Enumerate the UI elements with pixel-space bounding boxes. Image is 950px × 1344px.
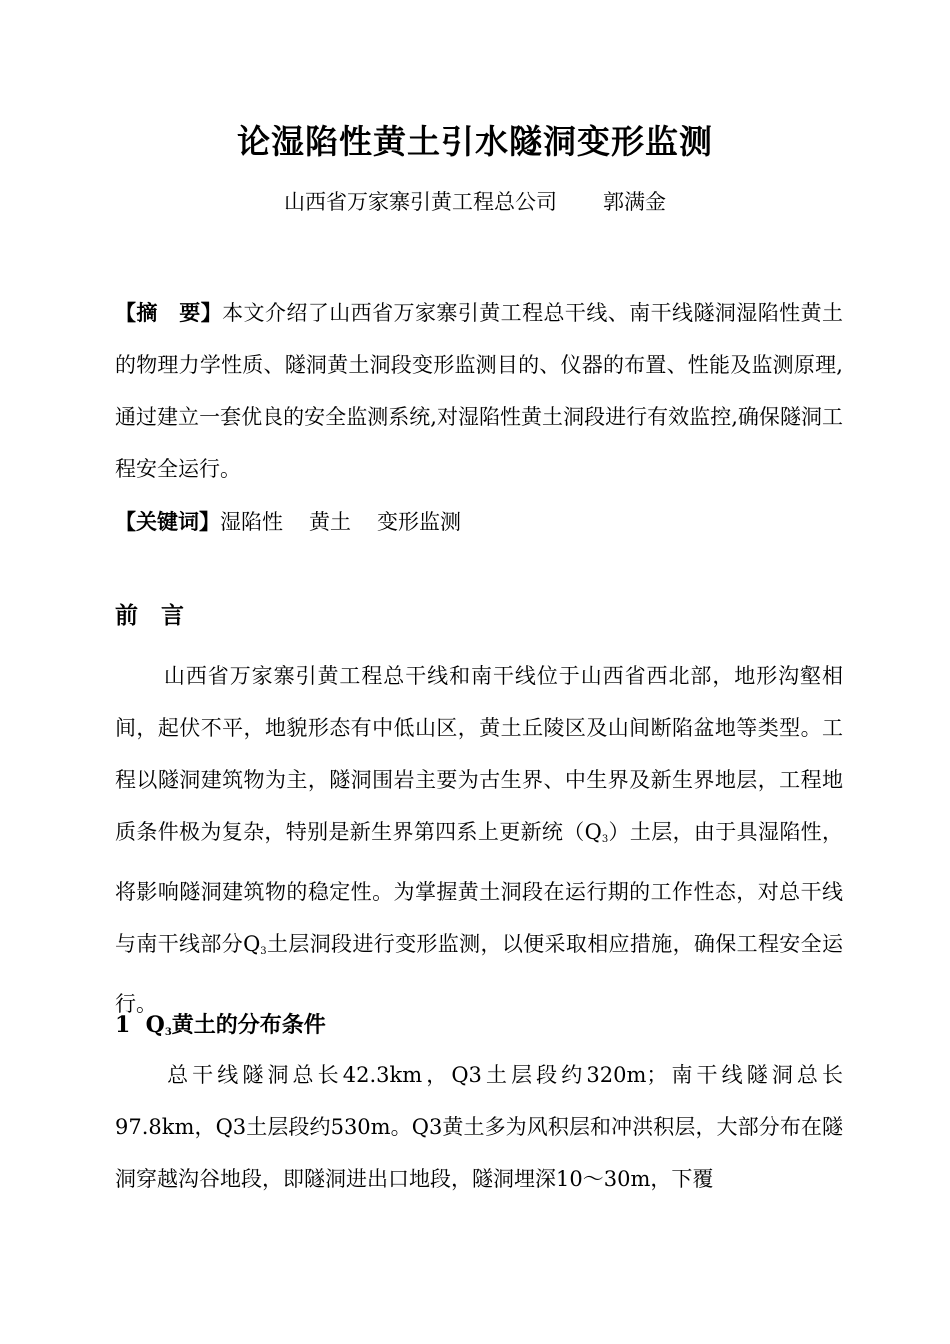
keywords [115,496,843,548]
abstract-text: 本文介绍了山西省万家寨引黄工程总干线、南干线隧洞湿陷性黄土的物理力学性质、隧洞黄土洞段变形监测目的、仪器的布置、性能及监测原理,通过建立一套优良的安全监测系统,对湿陷性黄土洞段进行有效监控,确保隧洞工程安全运行。 [115,301,844,481]
section-1-paragraph: 总干线隧洞总长42.3km，Q3土层段约320m；南干线隧洞总长97.8km，Q3土层段约530m。Q3黄土多为风积层和冲洪积层，大部分布在隧洞穿越沟谷地段，即隧洞进出口地段，隧洞埋深10～30m，下覆 [115,1063,843,1191]
author-name: 郭满金 [603,190,666,214]
section-1-heading: 1 $Q_3$黄土的分布条件 [115,1012,326,1038]
preface-heading: 前 言 [115,602,184,629]
keywords-label: 【关键词】 [115,509,220,534]
author-organization: 山西省万家寨引黄工程总公司 [284,190,557,214]
keyword: 黄土 [309,510,351,534]
paper-title: 论湿陷性黄土引水隧洞变形监测 [237,122,713,161]
keyword: 变形监测 [377,510,461,534]
keyword: 湿陷性 [220,510,283,534]
section-title: 黄土的分布条件 [171,1012,326,1038]
author-line [0,186,950,216]
abstract-label: 【摘 要】 [115,300,223,325]
section-number: 1 [115,1012,131,1038]
preface-paragraph: 山西省万家寨引黄工程总干线和南干线位于山西省西北部，地形沟壑相间，起伏不平，地貌形态有中低山区，黄土丘陵区及山间断陷盆地等类型。工程以隧洞建筑物为主，隧洞围岩主要为古生界、中生界及新生界地层，工程地质条件极为复杂，特别是新生界第四系上更新统$(Q_3)$土层，由于具湿陷性，将影响隧洞建筑物的稳定性。为掌握黄土洞段在运行期的工作性态，对总干线与南干线部分$Q_3$土层洞段进行变形监测，以便采取相应措施，确保工程安全运行。 [115,664,844,1016]
abstract [115,287,843,495]
